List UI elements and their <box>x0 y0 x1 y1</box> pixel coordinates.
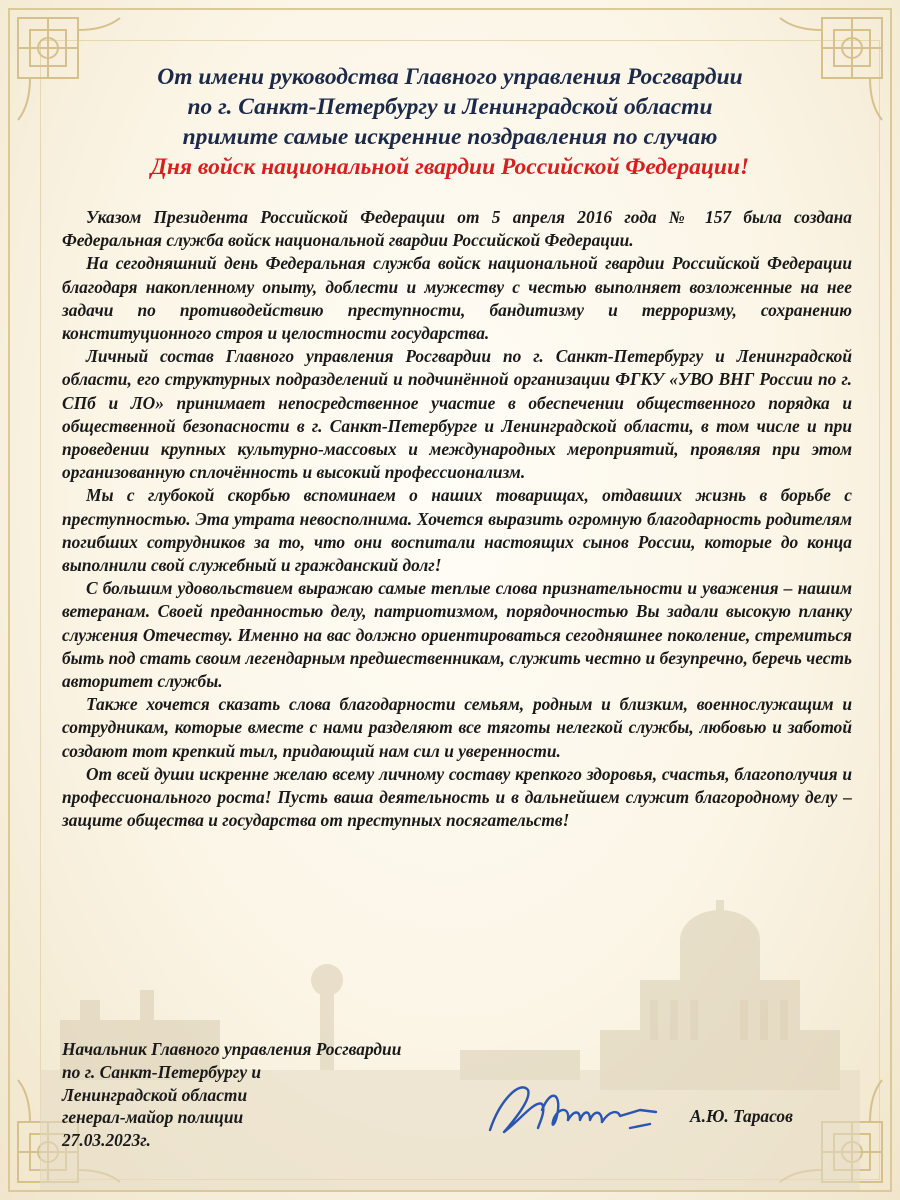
body-paragraph: Указом Президента Российской Федерации от 5 апреля 2016 года № 157 была создана Федеральная служба войск национальной гвардии Российской Федерации. <box>62 207 852 251</box>
header-line-1: От имени руководства Главного управления Росгвардии <box>157 64 743 90</box>
body-paragraph: От всей души искренне желаю всему личному составу крепкого здоровья, счастья, благополучия и профессионального роста! Пусть ваша деятельность и в дальнейшем служит благородному делу – защите общества и государства от преступных посягательств! <box>62 763 852 831</box>
letter-body <box>62 206 852 832</box>
signatory-rank: генерал-майор полиции <box>62 1107 244 1128</box>
body-paragraph: На сегодняшний день Федеральная служба войск национальной гвардии Российской Федерации благодаря накопленному опыту, доблести и мужеству с честью выполняет возложенные на нее задачи по противодействию преступности, бандитизму и терроризму, сохранению конституционного строя и целостности государства. <box>62 253 852 344</box>
signatory-block <box>62 1038 492 1152</box>
handwritten-signature <box>480 1070 680 1150</box>
signatory-title-line-1: Начальник Главного управления Росгвардии <box>62 1039 402 1059</box>
greeting-header <box>60 62 840 182</box>
body-paragraph: Личный состав Главного управления Росгвардии по г. Санкт-Петербургу и Ленинградской области, его структурных подразделений и подчинённой организации ФГКУ «УВО ВНГ России по г. СПб и ЛО» принимает непосредственное участие в обеспечении общественного порядка и общественной безопасности в г. Санкт-Петербурге и Ленинградской области, в том числе и при проведении крупных культурно-массовых и международных мероприятий, проявляя при этом организованную сплочённость и высокий профессионализм. <box>62 346 852 483</box>
letter-date: 27.03.2023г. <box>62 1130 151 1151</box>
signatory-title-line-2: по г. Санкт-Петербургу и <box>62 1061 262 1082</box>
body-paragraph: Также хочется сказать слова благодарности семьям, родным и близким, военнослужащим и сотрудникам, которые вместе с нами разделяют все тяготы нелегкой службы, любовью и заботой создают тот крепкий тыл, придающий нам сил и уверенности. <box>62 694 852 761</box>
header-line-3: примите самые искренние поздравления по случаю <box>182 124 718 150</box>
header-line-2: по г. Санкт-Петербургу и Ленинградской области <box>187 94 713 120</box>
header-holiday-line: Дня войск национальной гвардии Российской Федерации! <box>150 154 750 180</box>
signatory-title-line-3: Ленинградской области <box>62 1084 248 1105</box>
body-paragraph: Мы с глубокой скорбью вспоминаем о наших товарищах, отдавших жизнь в борьбе с преступностью. Эта утрата невосполнима. Хочется выразить огромную благодарность родителям погибших сотрудников за то, что они воспитали настоящих сынов России, которые до конца выполнили свой служебный и гражданский долг! <box>62 485 852 576</box>
signatory-name: А.Ю. Тарасов <box>690 1106 793 1126</box>
body-paragraph: С большим удовольствием выражаю самые теплые слова признательности и уважения – нашим ветеранам. Своей преданностью делу, патриотизмом, порядочностью Вы задали высокую планку служения Отечеству. Именно на вас должно ориентироваться сегодняшнее поколение, стремиться быть под стать своим легендарным предшественникам, служить честно и безупречно, беречь честь авторитет службы. <box>62 578 852 692</box>
